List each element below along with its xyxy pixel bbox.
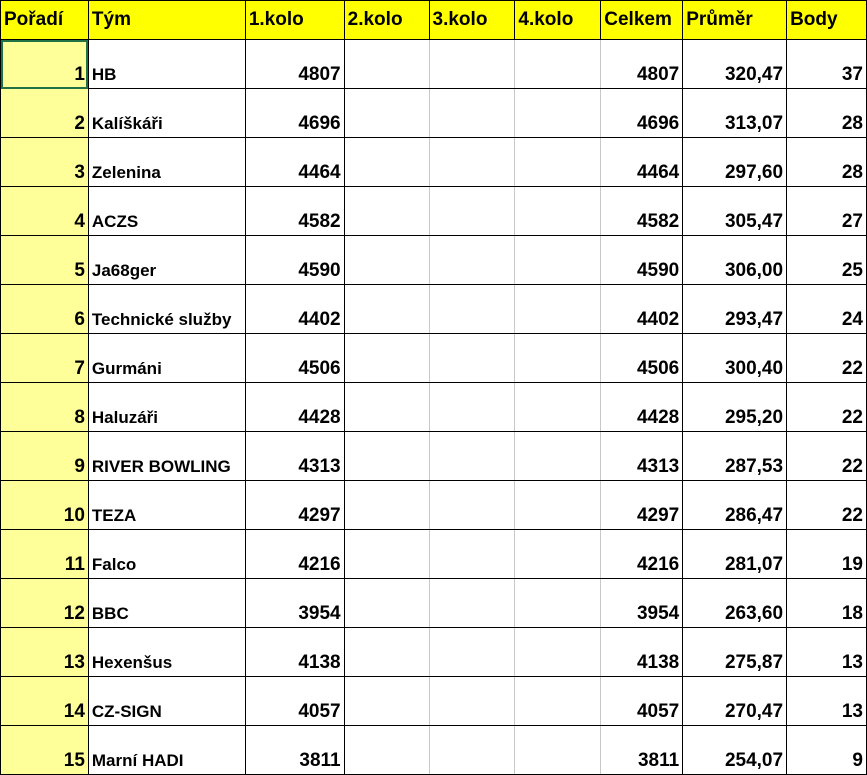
table-row [1, 579, 867, 628]
round3-cell[interactable] [429, 628, 515, 677]
points-cell[interactable]: 25 [787, 236, 867, 285]
header-total[interactable]: Celkem [601, 1, 683, 40]
rank-cell[interactable]: 12 [1, 579, 89, 628]
rank-cell[interactable]: 3 [1, 138, 89, 187]
total-cell[interactable]: 4428 [601, 383, 683, 432]
round4-cell[interactable] [515, 677, 601, 726]
round1-cell[interactable]: 3954 [245, 579, 344, 628]
round3-cell[interactable] [429, 187, 515, 236]
points-cell[interactable]: 13 [787, 677, 867, 726]
round1-cell[interactable]: 4506 [245, 334, 344, 383]
table-row [1, 726, 867, 775]
team-cell[interactable]: Gurmáni [88, 334, 245, 383]
round1-cell[interactable]: 4313 [245, 432, 344, 481]
round1-cell[interactable]: 4297 [245, 481, 344, 530]
round3-cell[interactable] [429, 726, 515, 775]
round2-cell[interactable] [344, 187, 429, 236]
round4-cell[interactable] [515, 432, 601, 481]
average-cell[interactable]: 297,60 [683, 138, 787, 187]
round3-cell[interactable] [429, 334, 515, 383]
total-cell[interactable]: 4138 [601, 628, 683, 677]
rank-cell[interactable]: 7 [1, 334, 89, 383]
team-cell[interactable]: Ja68ger [88, 236, 245, 285]
total-cell[interactable]: 3811 [601, 726, 683, 775]
points-cell[interactable]: 22 [787, 432, 867, 481]
round2-cell[interactable] [344, 285, 429, 334]
table-row [1, 481, 867, 530]
team-cell[interactable]: ACZS [88, 187, 245, 236]
round4-cell[interactable] [515, 89, 601, 138]
round4-cell[interactable] [515, 334, 601, 383]
points-cell[interactable]: 28 [787, 89, 867, 138]
header-round4[interactable]: 4.kolo [515, 1, 601, 40]
table-row [1, 334, 867, 383]
round4-cell[interactable] [515, 40, 601, 89]
team-cell[interactable]: TEZA [88, 481, 245, 530]
round1-cell[interactable]: 4402 [245, 285, 344, 334]
total-cell[interactable]: 4696 [601, 89, 683, 138]
rank-cell[interactable]: 11 [1, 530, 89, 579]
total-cell[interactable]: 4313 [601, 432, 683, 481]
average-cell[interactable]: 300,40 [683, 334, 787, 383]
average-cell[interactable]: 313,07 [683, 89, 787, 138]
round4-cell[interactable] [515, 138, 601, 187]
round1-cell[interactable]: 4582 [245, 187, 344, 236]
table-row [1, 187, 867, 236]
round4-cell[interactable] [515, 579, 601, 628]
round3-cell[interactable] [429, 40, 515, 89]
header-round2[interactable]: 2.kolo [344, 1, 429, 40]
round2-cell[interactable] [344, 726, 429, 775]
header-average[interactable]: Průměr [683, 1, 787, 40]
round2-cell[interactable] [344, 89, 429, 138]
round2-cell[interactable] [344, 530, 429, 579]
team-cell[interactable]: Hexenšus [88, 628, 245, 677]
header-round1[interactable]: 1.kolo [245, 1, 344, 40]
average-cell[interactable]: 286,47 [683, 481, 787, 530]
points-cell[interactable]: 22 [787, 383, 867, 432]
average-cell[interactable]: 320,47 [683, 40, 787, 89]
round4-cell[interactable] [515, 236, 601, 285]
points-cell[interactable]: 22 [787, 481, 867, 530]
round1-cell[interactable]: 4696 [245, 89, 344, 138]
points-cell[interactable]: 24 [787, 285, 867, 334]
round4-cell[interactable] [515, 481, 601, 530]
round4-cell[interactable] [515, 285, 601, 334]
table-row [1, 383, 867, 432]
average-cell[interactable]: 254,07 [683, 726, 787, 775]
average-cell[interactable]: 281,07 [683, 530, 787, 579]
round2-cell[interactable] [344, 40, 429, 89]
round2-cell[interactable] [344, 628, 429, 677]
total-cell[interactable]: 4057 [601, 677, 683, 726]
round1-cell[interactable]: 4428 [245, 383, 344, 432]
average-cell[interactable]: 275,87 [683, 628, 787, 677]
team-cell[interactable]: Technické služby [88, 285, 245, 334]
points-cell[interactable]: 27 [787, 187, 867, 236]
average-cell[interactable]: 295,20 [683, 383, 787, 432]
rank-cell[interactable]: 15 [1, 726, 89, 775]
team-cell[interactable]: Zelenina [88, 138, 245, 187]
average-cell[interactable]: 305,47 [683, 187, 787, 236]
header-round3[interactable]: 3.kolo [429, 1, 515, 40]
average-cell[interactable]: 287,53 [683, 432, 787, 481]
total-cell[interactable]: 4297 [601, 481, 683, 530]
round3-cell[interactable] [429, 138, 515, 187]
team-cell[interactable]: Kalíškáři [88, 89, 245, 138]
rank-cell[interactable]: 14 [1, 677, 89, 726]
points-cell[interactable]: 28 [787, 138, 867, 187]
round2-cell[interactable] [344, 481, 429, 530]
rank-cell[interactable]: 13 [1, 628, 89, 677]
round2-cell[interactable] [344, 334, 429, 383]
table-row [1, 530, 867, 579]
round3-cell[interactable] [429, 481, 515, 530]
round3-cell[interactable] [429, 579, 515, 628]
points-cell[interactable]: 22 [787, 334, 867, 383]
team-cell[interactable]: HB [88, 40, 245, 89]
round4-cell[interactable] [515, 187, 601, 236]
total-cell[interactable]: 4506 [601, 334, 683, 383]
team-cell[interactable]: CZ-SIGN [88, 677, 245, 726]
total-cell[interactable]: 4402 [601, 285, 683, 334]
rank-cell[interactable]: 4 [1, 187, 89, 236]
rank-cell[interactable]: 8 [1, 383, 89, 432]
total-cell[interactable]: 4464 [601, 138, 683, 187]
round4-cell[interactable] [515, 383, 601, 432]
points-cell[interactable]: 13 [787, 628, 867, 677]
round2-cell[interactable] [344, 236, 429, 285]
rank-cell[interactable]: 10 [1, 481, 89, 530]
average-cell[interactable]: 270,47 [683, 677, 787, 726]
round3-cell[interactable] [429, 677, 515, 726]
team-cell[interactable]: Haluzáři [88, 383, 245, 432]
round2-cell[interactable] [344, 138, 429, 187]
points-cell[interactable]: 9 [787, 726, 867, 775]
round2-cell[interactable] [344, 432, 429, 481]
round4-cell[interactable] [515, 628, 601, 677]
round1-cell[interactable]: 4216 [245, 530, 344, 579]
points-cell[interactable]: 18 [787, 579, 867, 628]
table-row [1, 40, 867, 89]
round2-cell[interactable] [344, 383, 429, 432]
round1-cell[interactable]: 4807 [245, 40, 344, 89]
round4-cell[interactable] [515, 530, 601, 579]
rank-cell[interactable]: 2 [1, 89, 89, 138]
rank-cell[interactable]: 6 [1, 285, 89, 334]
points-cell[interactable]: 37 [787, 40, 867, 89]
rank-cell[interactable]: 5 [1, 236, 89, 285]
round1-cell[interactable]: 4590 [245, 236, 344, 285]
total-cell[interactable]: 3954 [601, 579, 683, 628]
total-cell[interactable]: 4807 [601, 40, 683, 89]
points-cell[interactable]: 19 [787, 530, 867, 579]
round2-cell[interactable] [344, 677, 429, 726]
total-cell[interactable]: 4582 [601, 187, 683, 236]
rank-cell[interactable]: 9 [1, 432, 89, 481]
table-row [1, 432, 867, 481]
header-rank[interactable]: Pořadí [1, 1, 89, 40]
table-row [1, 236, 867, 285]
header-points[interactable]: Body [787, 1, 867, 40]
table-row [1, 285, 867, 334]
round3-cell[interactable] [429, 432, 515, 481]
round3-cell[interactable] [429, 530, 515, 579]
round4-cell[interactable] [515, 726, 601, 775]
total-cell[interactable]: 4590 [601, 236, 683, 285]
header-row [1, 1, 867, 40]
average-cell[interactable]: 306,00 [683, 236, 787, 285]
round1-cell[interactable]: 4464 [245, 138, 344, 187]
round3-cell[interactable] [429, 236, 515, 285]
table-row [1, 138, 867, 187]
round1-cell[interactable]: 4057 [245, 677, 344, 726]
round3-cell[interactable] [429, 383, 515, 432]
header-team[interactable]: Tým [88, 1, 245, 40]
round3-cell[interactable] [429, 89, 515, 138]
team-cell[interactable]: Falco [88, 530, 245, 579]
team-cell[interactable]: RIVER BOWLING [88, 432, 245, 481]
table-row [1, 89, 867, 138]
team-cell[interactable]: BBC [88, 579, 245, 628]
table-row [1, 677, 867, 726]
rank-cell[interactable]: 1 [1, 40, 89, 89]
table-row [1, 628, 867, 677]
team-cell[interactable]: Marní HADI [88, 726, 245, 775]
round3-cell[interactable] [429, 285, 515, 334]
round2-cell[interactable] [344, 579, 429, 628]
round1-cell[interactable]: 4138 [245, 628, 344, 677]
total-cell[interactable]: 4216 [601, 530, 683, 579]
round1-cell[interactable]: 3811 [245, 726, 344, 775]
average-cell[interactable]: 293,47 [683, 285, 787, 334]
average-cell[interactable]: 263,60 [683, 579, 787, 628]
